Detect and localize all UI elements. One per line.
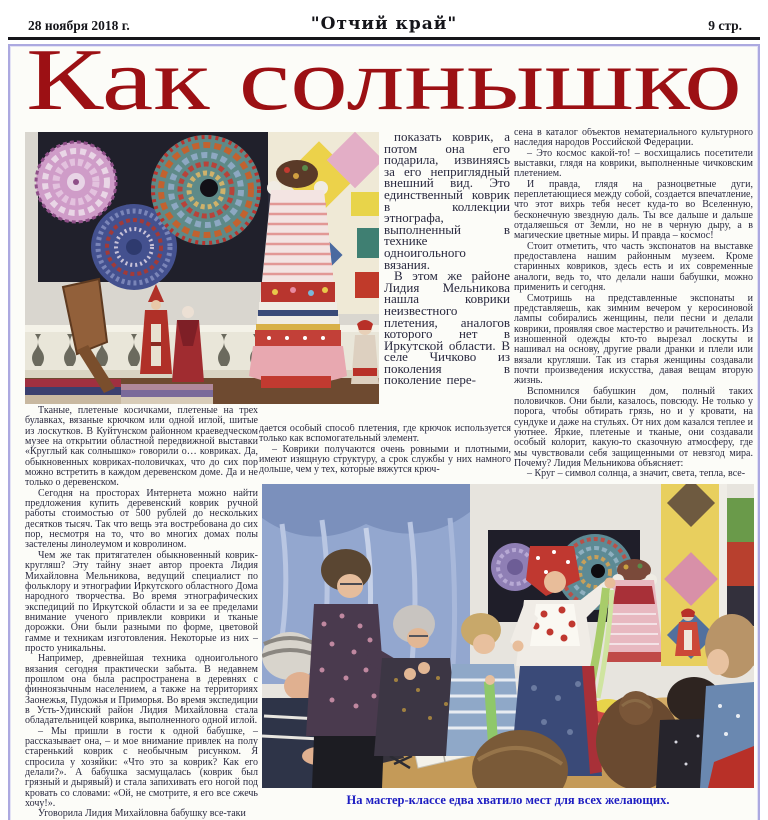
headline-text: Как солнышко (26, 46, 742, 120)
paragraph: И правда, глядя на разноцветные дуги, переплетающиеся между собой, создается впечатление, что этот вихрь тебя несет куда-то во Вселенную, бесконечную звездную даль. Ты все дальше и дальше отдаляешься от Земли, но не в черную дыру, а в магические цветные миры. И правда – космос! (514, 178, 753, 242)
paragraph: сена в каталог объектов нематериального культурного наследия народов Российской Федерации. (514, 128, 753, 149)
paragraph: Вспомнился бабушкин дом, полный таких половичков. Они были, казалось, повсюду. Не только у порога, чтобы обтирать грязь, но и у кровати, на сундуке и даже на стульях. От них дом казался теплее и уютнее. Яркие, плетеные и тканые, они создавали особый колорит, какую-то сказочную атмосферу, где мы чувствовали себя защищенными от невзгод мира. Почему? Лидия Мельникова объясняет: (514, 385, 753, 469)
masthead: "Отчий край" (310, 14, 458, 34)
photo-caption: На мастер-классе едва хватило мест для всех желающих. (346, 793, 670, 807)
paragraph: – Мы пришли в гости к одной бабушке, – рассказывает она, – и мое внимание привлек на полу старенький коврик с необычным рисунком. Я спросила у хозяйки: «Что это за коврик? Как его делали?». А бабушка засмущалась (коврик был грязный и дырявый) и стала запихивать его ногой под кровать со словами: «Ой, не смотрите, я его все сжечь хочу!». (25, 725, 258, 810)
floor-rug-2 (121, 384, 213, 404)
column-middle-narrow (384, 131, 510, 424)
paragraph: – Это космос какой-то! – восхищались посетители выставки, глядя на коврики, выполненные чичковским плетением. (514, 147, 753, 180)
issue-date: 28 ноября 2018 г. (28, 18, 130, 33)
headline (14, 46, 754, 120)
paragraph: Например, древнейшая техника одноигольного вязания сегодня практически забыта. В недавнем прошлом она была распространена в деревнях с финноязычным населением, а также на территориях Заонежья, Пудожья и Приморья. Во время экспедиции в Усть-Удинский район Лидия Михайловна стала обладательницей коврика, выполненного одной иглой. (25, 653, 258, 727)
column-middle-wide (259, 424, 511, 484)
paragraph: Тканые, плетеные косичками, плетеные на трех булавках, вязаные крючком или одной иглой, шитые из лоскутков. В Куйтунском районном краеведческом музее на открытии областной передвижной выставки «Круглый как солнышко» говорили о… ковриках. Да, обыкновенных ковриках-половичках, что до сих пор можно встретить в каждом деревенском доме. Да и не только о деревенском. (25, 406, 258, 489)
round-rug-pink (36, 142, 116, 222)
paragraph: Уговорила Лидия Михайловна бабушку все-таки (38, 808, 246, 820)
paragraph: В этом же районе Лидия Мельникова нашла коврики неизвестного плетения, аналогов которого нет в Иркутской области. В селе Чичково из поколения в поколение пере- (384, 268, 510, 388)
round-rug-spiral (151, 135, 261, 245)
page-number: 9 стр. (708, 18, 742, 33)
paragraph: Стоит отметить, что часть экспонатов на выставке предоставлена нашим районным музеем. Кроме старинных ковриков, здесь есть и их современные аналоги, ведь то, что делали наши бабушки, можно применить и сегодня. (514, 240, 753, 294)
paragraph: дается особый способ плетения, где крючок используется только как вспомогательный элемент. (259, 424, 511, 445)
column-right (514, 128, 753, 484)
paragraph: – Круг – символ солнца, а значит, света, тепла, все- (527, 468, 746, 480)
photo-exhibition (25, 132, 379, 404)
paragraph: Чем же так притягателен обыкновенный коврик-кругляш? Эту тайну знает автор проекта Лидия Михайловна Мельникова, ведущий специалист по фольклору и этнографии Иркутского областного Дома народного творчества. Во время этнографических экспедиций по Иркутской области и за ее пределами внимание ученого привлекли коврики и тканые дорожки. Они были разными по форме, цветовой гамме и техникам изготовления. Некоторые из них – просто уникальны. (25, 549, 258, 654)
header-rule (8, 37, 760, 40)
paragraph: Сегодня на просторах Интернета можно найти предложения купить деревенский коврик ручной работы стоимостью от 500 рублей до нескольких десятков тысяч. Так что вещь эта востребована до сих пор, несмотря на то, что во многих домах полы застелены линолеумом и ковролином. (25, 487, 258, 551)
paragraph: Смотришь на представленные экспонаты и представляешь, как зимним вечером у керосиновой лампы собирались женщины, пели песни и делали коврики, проявляя свое мастерство и рачительность. Из изношенной одежды кто-то вырезал лоскуты и нашивал на основу, другие рвали дранки и плели или вязали кругляши. Так из старья женщины создавали почти произведения искусства, давая вещам вторую жизнь. (514, 292, 753, 387)
photo-masterclass (262, 484, 754, 788)
column-left (25, 406, 258, 820)
person-right-girl (700, 614, 754, 788)
paragraph: показать коврик, а потом она его подарила, извиняясь за его неприглядный внешний вид. Это единственный коврик в коллекции этнографа, выполненный в технике одноигольного вязания. (384, 131, 510, 272)
paragraph: – Коврики получаются очень ровными и плотными, имеют изящную структуру, а срок службы у них намного дольше, чем у тех, которые вяжутся крюч- (259, 443, 511, 476)
